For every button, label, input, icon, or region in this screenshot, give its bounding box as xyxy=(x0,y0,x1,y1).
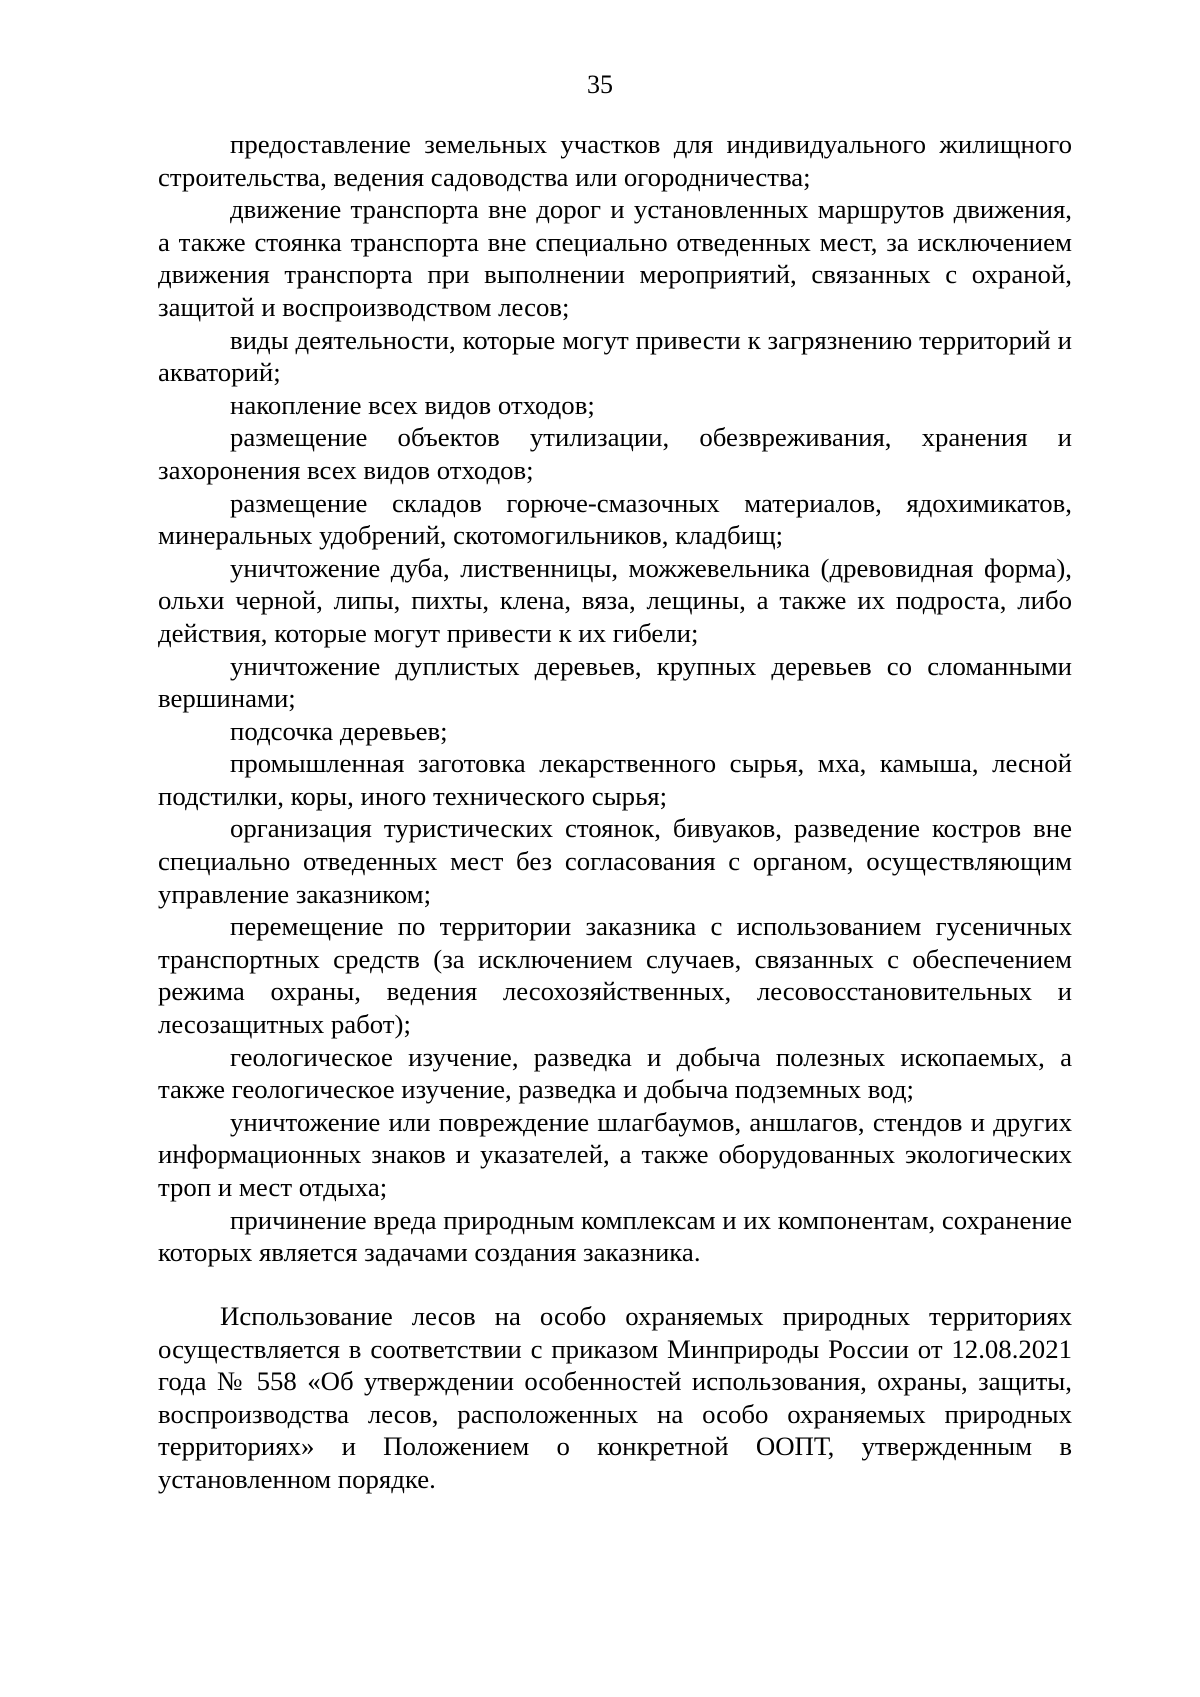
closing-paragraph: Использование лесов на особо охраняемых природных территориях осуществляется в соответствии с приказом Минприроды России от 12.08.2021 года № 558 «Об утверждении особенностей использования, охраны, защиты, воспроизводства лесов, расположенных на особо охраняемых природных территориях» и Положением о конкретной ООПТ, утвержденным в установленном порядке. xyxy=(158,1301,1072,1494)
list-item: виды деятельности, которые могут привести к загрязнению территорий и акваторий; xyxy=(158,324,1072,388)
list-item: организация туристических стоянок, бивуаков, разведение костров вне специально отведенных мест без согласования с органом, осуществляющим управление заказником; xyxy=(158,813,1072,909)
list-item: размещение объектов утилизации, обезвреживания, хранения и захоронения всех видов отходов; xyxy=(158,422,1072,485)
list-item: геологическое изучение, разведка и добыча полезных ископаемых, а также геологическое изучение, разведка и добыча подземных вод; xyxy=(158,1041,1072,1105)
list-item: накопление всех видов отходов; xyxy=(230,389,595,420)
prohibited-activities-list xyxy=(158,128,1072,1269)
list-item: уничтожение или повреждение шлагбаумов, аншлагов, стендов и других информационных знаков и указателей, а также оборудованных экологических троп и мест отдыха; xyxy=(158,1106,1072,1202)
list-item: размещение складов горюче-смазочных материалов, ядохимикатов, минеральных удобрений, скотомогильников, кладбищ; xyxy=(158,487,1072,551)
forest-use-paragraph-block xyxy=(158,1300,1072,1496)
list-item: предоставление земельных участков для индивидуального жилищного строительства, ведения садоводства или огородничества; xyxy=(158,129,1072,192)
list-item: уничтожение дуплистых деревьев, крупных деревьев со сломанными вершинами; xyxy=(158,650,1072,714)
page-number: 35 xyxy=(587,70,613,99)
list-item: уничтожение дуба, лиственницы, можжевельника (древовидная форма), ольхи черной, липы, пихты, клена, вяза, лещины, а также их подроста, либо действия, которые могут привести к их гибели; xyxy=(158,552,1072,648)
list-item: подсочка деревьев; xyxy=(230,715,448,746)
list-item: перемещение по территории заказника с использованием гусеничных транспортных средств (за исключением случаев, связанных с обеспечением режима охраны, ведения лесохозяйственных, лесовосстановительных и лесозащитных работ); xyxy=(158,911,1072,1040)
list-item: движение транспорта вне дорог и установленных маршрутов движения, а также стоянка транспорта вне специально отведенных мест, за исключением движения транспорта при выполнении мероприятий, связанных с охраной, защитой и воспроизводством лесов; xyxy=(158,194,1072,322)
list-item: причинение вреда природным комплексам и их компонентам, сохранение которых является задачами создания заказника. xyxy=(158,1204,1072,1268)
list-item: промышленная заготовка лекарственного сырья, мха, камыша, лесной подстилки, коры, иного технического сырья; xyxy=(158,748,1072,811)
